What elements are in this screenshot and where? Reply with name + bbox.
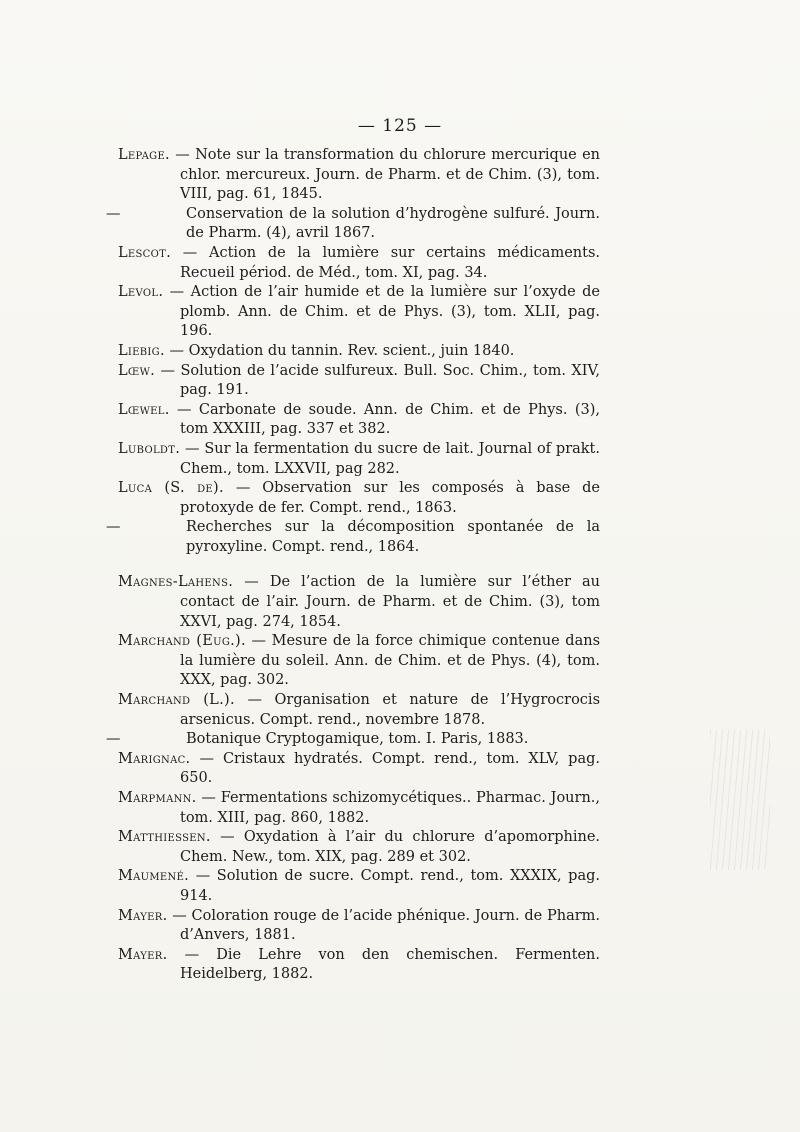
entry-text: — Cristaux hydratés. Compt. rend., tom. XLV, pag. 650.: [180, 750, 601, 787]
entry-text: — Organisation et nature de l’Hygrocrocis arsenicus. Compt. rend., novembre 1878.: [180, 692, 601, 728]
bibliography-list: [106, 146, 601, 985]
entry-text: Botanique Cryptogamique, tom. I. Paris, 1883.: [186, 731, 529, 748]
author-name: Lœw.: [118, 362, 156, 379]
entry-text: — Note sur la transformation du chlorure mercurique en chlor. mercureux. Journ. de Pharm. et de Chim. (3), tom. VIII, pag. 61, 1845.: [175, 147, 600, 203]
bibliography-entry: [106, 730, 600, 750]
entry-text: — Die Lehre von den chemischen. Fermenten. Heidelberg, 1882.: [180, 946, 601, 983]
author-name: Mayer.: [118, 907, 168, 924]
page-number: — 125 —: [357, 116, 443, 136]
ditto-dash: —: [106, 205, 121, 222]
bibliography-entry: [118, 867, 600, 906]
author-name: Luboldt.: [118, 440, 181, 457]
bibliography-entry: [118, 146, 600, 205]
entry-text: — Sur la fermentation du sucre de lait. Journal of prakt. Chem., tom. LXXVII, pag 282.: [180, 440, 600, 477]
entry-text: — Carbonate de soude. Ann. de Chim. et de Phys. (3), tom XXXIII, pag. 337 et 382.: [177, 401, 600, 438]
bibliography-entry: [118, 479, 600, 518]
entry-text: — Mesure de la force chimique contenue dans la lumière du soleil. Ann. de Chim. et de Phys. (4), tom. XXX, pag. 302.: [180, 633, 601, 689]
bibliography-entry: [106, 205, 600, 244]
ditto-dash: —: [106, 519, 121, 536]
author-name: Marignac.: [118, 750, 191, 767]
bibliography-entry: [118, 362, 600, 401]
bibliography-entry: [118, 401, 600, 440]
author-name: Marchand (Eug.).: [118, 633, 246, 650]
bibliography-entry: [118, 789, 600, 828]
entry-text: — Coloration rouge de l’acide phénique. Journ. de Pharm. d’Anvers, 1881.: [172, 907, 601, 944]
author-name: Maumené.: [118, 868, 190, 885]
bibliography-entry: [118, 946, 600, 985]
author-name: Lescot.: [118, 244, 172, 261]
bibliography-entry: [118, 632, 600, 691]
author-name: Lepage.: [118, 147, 170, 163]
bibliography-entry: [118, 283, 600, 342]
bibliography-entry: [118, 440, 600, 479]
ditto-dash: —: [106, 731, 121, 748]
bibliography-entry: [118, 244, 600, 283]
entry-text: — Observation sur les composés à base de protoxyde de fer. Compt. rend., 1863.: [180, 480, 600, 516]
author-name: Luca (S. de).: [118, 480, 224, 497]
author-name: Marchand (L.).: [118, 692, 235, 709]
paper-texture: [710, 730, 770, 870]
entry-text: Conservation de la solution d’hydrogène sulfuré. Journ. de Pharm. (4), avril 1867.: [186, 205, 600, 242]
bibliography-entry: [118, 907, 600, 946]
author-name: Lœwel.: [118, 401, 170, 418]
author-name: Matthiessen.: [118, 829, 211, 846]
bibliography-entry: [118, 342, 600, 362]
author-name: Magnes-Lahens.: [118, 574, 234, 591]
bibliography-entry: [118, 691, 600, 730]
entry-text: — Solution de l’acide sulfureux. Bull. Soc. Chim., tom. XIV, pag. 191.: [160, 362, 600, 399]
author-name: Marpmann.: [118, 790, 197, 806]
entry-text: — Oxydation à l’air du chlorure d’apomorphine. Chem. New., tom. XIX, pag. 289 et 302.: [180, 829, 601, 865]
author-name: Liebig.: [118, 342, 165, 359]
author-name: Mayer.: [118, 946, 168, 963]
bibliography-entry: [118, 573, 600, 632]
entry-text: — Action de la lumière sur certains médicaments. Recueil périod. de Méd., tom. XI, pag. 34.: [180, 244, 600, 281]
entry-text: — Solution de sucre. Compt. rend., tom. XXXIX, pag. 914.: [180, 868, 600, 904]
bibliography-entry: [118, 828, 600, 867]
bibliography-entry: [106, 518, 600, 557]
entry-text: — Fermentations schizomycétiques.. Pharmac. Journ., tom. XIII, pag. 860, 1882.: [180, 790, 601, 826]
entry-text: Recherches sur la décomposition spontanée de la pyroxyline. Compt. rend., 1864.: [186, 519, 600, 555]
entry-text: — Oxydation du tannin. Rev. scient., juin 1840.: [169, 342, 515, 359]
author-name: Levol.: [118, 284, 164, 301]
bibliography-entry: [118, 750, 600, 789]
entry-text: — De l’action de la lumière sur l’éther au contact de l’air. Journ. de Pharm. et de Chim. (3), tom XXVI, pag. 274, 1854.: [180, 574, 600, 630]
entry-text: — Action de l’air humide et de la lumière sur l’oxyde de plomb. Ann. de Chim. et de Phys. (3), tom. XLII, pag. 196.: [169, 284, 601, 340]
